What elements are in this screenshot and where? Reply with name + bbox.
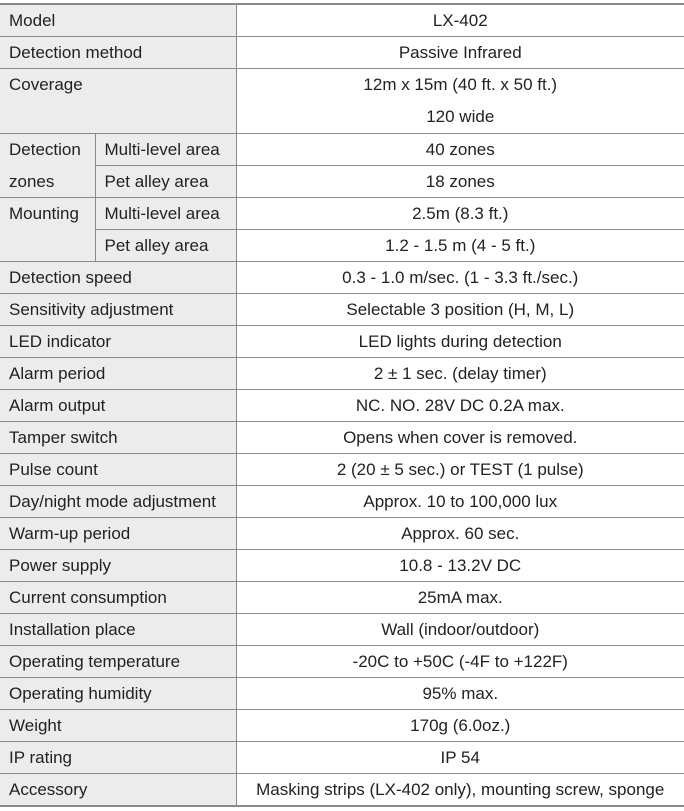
row-model (0, 4, 684, 37)
spec-value: LED lights during detection (236, 326, 684, 358)
row-mounting-multi (0, 198, 684, 230)
mounting-multi-value: 2.5m (8.3 ft.) (236, 198, 684, 230)
coverage-value-2: 120 wide (426, 107, 495, 126)
row-zones-pet (0, 166, 684, 198)
spec-value: Approx. 60 sec. (236, 518, 684, 550)
spec-label: Pulse count (0, 454, 236, 486)
spec-label: IP rating (0, 742, 236, 774)
spec-value: Passive Infrared (236, 37, 684, 69)
spec-value: NC. NO. 28V DC 0.2A max. (236, 390, 684, 422)
spec-label: Detection method (0, 37, 236, 69)
spec-row (0, 422, 684, 454)
spec-value: Approx. 10 to 100,000 lux (236, 486, 684, 518)
spec-value: Masking strips (LX-402 only), mounting screw, sponge (236, 774, 684, 807)
spec-table (0, 3, 684, 807)
spec-row (0, 710, 684, 742)
spec-label (0, 69, 236, 134)
spec-value: 95% max. (236, 678, 684, 710)
spec-row (0, 262, 684, 294)
spec-label: Weight (0, 710, 236, 742)
zones-multi-label: Multi-level area (95, 134, 236, 166)
mounting-pet-label: Pet alley area (95, 230, 236, 262)
coverage-label: Coverage (9, 75, 83, 94)
spec-row (0, 614, 684, 646)
spec-value: 10.8 - 13.2V DC (236, 550, 684, 582)
spec-row (0, 646, 684, 678)
spec-row (0, 518, 684, 550)
spec-label: Day/night mode adjustment (0, 486, 236, 518)
spec-row (0, 742, 684, 774)
spec-label: Alarm output (0, 390, 236, 422)
zones-multi-value: 40 zones (236, 134, 684, 166)
spec-label: Model (0, 4, 236, 37)
spec-row (0, 678, 684, 710)
spec-value: Selectable 3 position (H, M, L) (236, 294, 684, 326)
spec-row (0, 358, 684, 390)
spec-label: Detection speed (0, 262, 236, 294)
spec-row (0, 550, 684, 582)
spec-label: Sensitivity adjustment (0, 294, 236, 326)
spec-row (0, 774, 684, 807)
spec-value: 170g (6.0oz.) (236, 710, 684, 742)
spec-row (0, 390, 684, 422)
coverage-value-1: 12m x 15m (40 ft. x 50 ft.) (363, 75, 558, 94)
zones-pet-value: 18 zones (236, 166, 684, 198)
spec-row (0, 582, 684, 614)
row-mounting-pet (0, 230, 684, 262)
spec-label: Power supply (0, 550, 236, 582)
mounting-label: Mounting (0, 198, 95, 230)
mounting-label-empty (0, 230, 95, 262)
spec-label: LED indicator (0, 326, 236, 358)
spec-value: 0.3 - 1.0 m/sec. (1 - 3.3 ft./sec.) (236, 262, 684, 294)
spec-value: -20C to +50C (-4F to +122F) (236, 646, 684, 678)
spec-value: Opens when cover is removed. (236, 422, 684, 454)
spec-value: 25mA max. (236, 582, 684, 614)
spec-row (0, 294, 684, 326)
spec-value: Wall (indoor/outdoor) (236, 614, 684, 646)
spec-label: Warm-up period (0, 518, 236, 550)
spec-value: 2 ± 1 sec. (delay timer) (236, 358, 684, 390)
zones-label-1: Detection (0, 134, 95, 166)
mounting-multi-label: Multi-level area (95, 198, 236, 230)
spec-value: LX-402 (236, 4, 684, 37)
spec-label: Operating humidity (0, 678, 236, 710)
zones-label-2: zones (0, 166, 95, 198)
spec-label: Operating temperature (0, 646, 236, 678)
spec-row (0, 454, 684, 486)
mounting-pet-value: 1.2 - 1.5 m (4 - 5 ft.) (236, 230, 684, 262)
spec-value (236, 69, 684, 134)
zones-pet-label: Pet alley area (95, 166, 236, 198)
spec-label: Alarm period (0, 358, 236, 390)
spec-label: Accessory (0, 774, 236, 807)
row-zones-multi (0, 134, 684, 166)
spec-value: 2 (20 ± 5 sec.) or TEST (1 pulse) (236, 454, 684, 486)
spec-row (0, 326, 684, 358)
row-detection-method (0, 37, 684, 69)
row-coverage (0, 69, 684, 134)
spec-label: Tamper switch (0, 422, 236, 454)
spec-value: IP 54 (236, 742, 684, 774)
spec-label: Current consumption (0, 582, 236, 614)
spec-label: Installation place (0, 614, 236, 646)
spec-row (0, 486, 684, 518)
